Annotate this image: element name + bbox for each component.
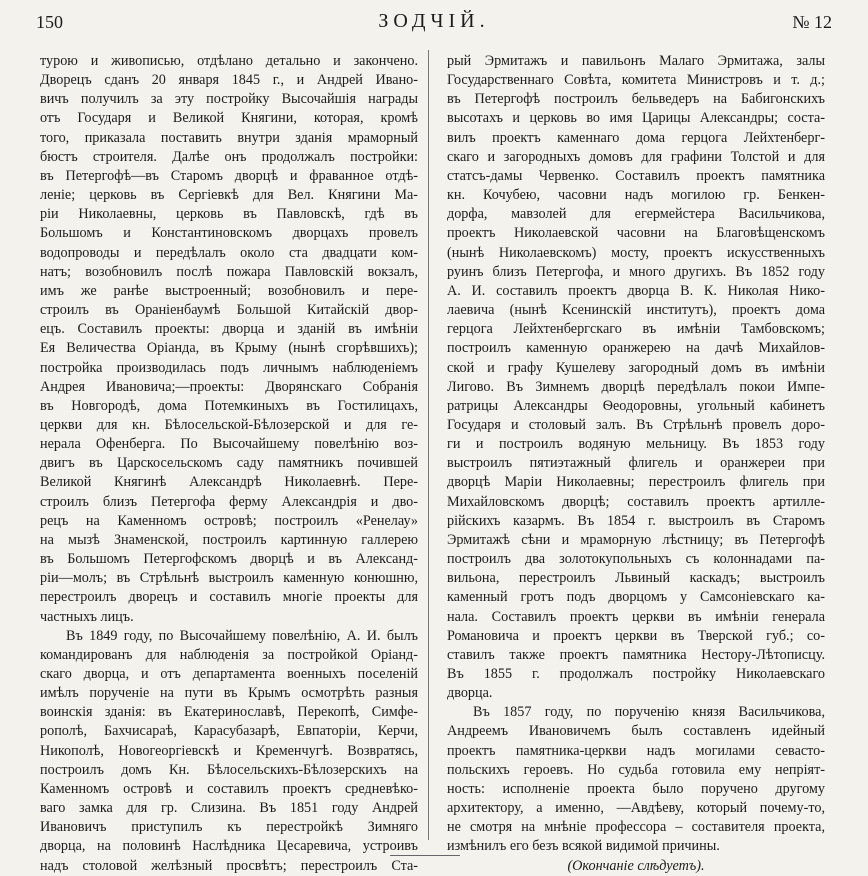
text-line: дворца. (447, 685, 493, 702)
text-line: ской и графу Кушелеву загородный домъ въ имѣніи (447, 359, 825, 376)
page-number: 150 (36, 12, 63, 32)
text-line: дорфа, мавзолей для егермейстера Васильчикова, (447, 206, 825, 223)
text-line: вильона, перестроилъ Львиный каскадъ; выстроилъ (447, 570, 825, 587)
text-line: Андреемъ Ивановичемъ былъ составленъ идейный (447, 723, 825, 740)
text-line: Государя и столовый залъ. Въ Стрѣльнѣ провелъ доро- (447, 416, 825, 433)
text-line: кн. Кочубею, часовни надъ могилою гр. Бенкен- (447, 187, 825, 204)
text-line: дворца, на половинѣ Наслѣдника Цесаревича, устроивъ (40, 838, 418, 855)
text-line: не смотря на мнѣніе профессора – составителя проекта, (447, 819, 825, 836)
text-line: командированъ для наблюденія за постройкой Оріанд- (40, 646, 418, 663)
text-line: ецъ. Составилъ проекты: дворца и зданій въ имѣніи (40, 321, 418, 338)
text-line: бюстъ строителя. Далѣе онъ продолжалъ постройки: (40, 148, 418, 165)
text-line: (Окончаніе слѣдуетъ). (567, 857, 705, 874)
text-line: скаго дворца, и отъ департамента военныхъ поселеній (40, 666, 418, 682)
text-line: каменный гротъ подъ дворцомъ у Самсоніевскаго ка- (447, 589, 825, 606)
text-line: Въ 1849 году, по Высочайшему повелѣнію, А. И. былъ (66, 627, 418, 644)
text-line: герцога Лейхтенбергскаго въ имѣніи Тамбовскомъ; (447, 321, 825, 338)
text-line: въ Большомъ Петергофскомъ дворцѣ и въ Александ- (40, 551, 418, 568)
text-line: Эрмитажѣ сѣни и мраморную лѣстницу; въ Петергофѣ (447, 531, 825, 548)
text-line: рополѣ, Бахчисараѣ, Карасубазарѣ, Евпаторіи, Керчи, (40, 723, 418, 740)
text-line: Никополѣ, Новогеоргіевскѣ и Кременчугѣ. Возвратясь, (40, 742, 418, 759)
text-line: имѣлъ порученіе на пути въ Крымъ осмотрѣть разныя (40, 685, 418, 702)
text-line: Въ 1855 г. продолжалъ постройку Николаевскаго (447, 666, 825, 682)
text-line: натъ; возобновилъ послѣ пожара Павловскій вокзалъ, (40, 263, 418, 280)
text-line: ріи Николаевны, церковь въ Павловскѣ, гдѣ въ (40, 206, 418, 223)
text-line: двигъ въ Царскосельскомъ саду памятникъ почившей (40, 455, 418, 472)
text-line: Андрея Ивановича;—проекты: Дворянскаго Собранія (40, 378, 418, 395)
text-line: Каменномъ островѣ и составилъ проектъ средневѣко- (40, 780, 418, 797)
text-line: дворцѣ Маріи Николаевны; перестроилъ флигель при (447, 474, 825, 491)
text-line: постройка производилась подъ личнымъ наблюденіемъ (40, 359, 418, 376)
text-line: построилъ домъ Кн. Бѣлосельскихъ-Бѣлозерскихъ на (40, 761, 418, 778)
text-line: отъ Государя и Великой Княгини, которая, кромѣ (40, 110, 418, 127)
text-line: рый Эрмитажъ и павильонъ Малаго Эрмитажа, залы (447, 53, 825, 69)
text-line: ги и построилъ водяную мельницу. Въ 1853 году (447, 436, 825, 453)
text-line: Большомъ и Константиновскомъ дворцахъ провелъ (40, 225, 418, 242)
text-line: архитектору, а именно, —Авдѣеву, который почему-то, (447, 800, 825, 817)
text-line: ваго замка для гр. Слизина. Въ 1851 году Андрей (40, 800, 418, 817)
text-line: проектъ памятника-церкви надъ могилами севасто- (447, 742, 825, 759)
text-line: Государственнаго Совѣта, комитета Министровъ и т. д.; (447, 72, 825, 89)
text-line: рецъ на Каменномъ островѣ; построилъ «Ренелау» (40, 512, 418, 529)
text-line: церкви для кн. Бѣлосельской-Бѣлозерской и для ге- (40, 416, 418, 433)
text-line: Дворецъ сданъ 20 января 1845 г., и Андрей Ивано- (40, 72, 418, 89)
text-line: построилъ каменную оранжерею на дачѣ Михайлов- (447, 340, 825, 357)
text-line: проектъ Николаевской часовни на Благовѣщенскомъ (447, 225, 825, 242)
column-divider (428, 50, 429, 840)
text-line: Въ 1857 году, по порученію князя Васильчикова, (473, 704, 825, 721)
text-line: Ивановичъ приступилъ къ перестройкѣ Зимняго (40, 819, 418, 836)
text-line: выстроилъ пятиэтажный флигель и оранжереи при (447, 455, 825, 472)
text-line: нерала Офенберга. По Высочайшему повелѣнію воз- (40, 436, 418, 453)
text-line: нала. Составилъ проектъ церкви въ имѣніи генерала (447, 608, 825, 625)
text-line: въ Петергофѣ—въ Старомъ дворцѣ и фрaвaнное отдѣ- (40, 167, 418, 184)
issue-number: № 12 (792, 12, 832, 32)
text-line: турою и живописью, отдѣлано детально и закончено. (40, 53, 418, 69)
text-line: перестроилъ дворецъ и составилъ многіе проекты для (40, 589, 418, 606)
text-line: скаго и загородныхъ домовъ для графини Толстой и для (447, 148, 825, 165)
text-line: водопроводы и передѣлалъ около ста двадцати ком- (40, 244, 418, 261)
text-line: ность: исполненіе проекта было поручено другому (447, 780, 825, 797)
text-line: въ Новгородѣ, дома Потемкиныхъ въ Гостилицахъ, (40, 397, 418, 414)
text-line: на мызѣ Знаменской, построилъ картинную галлерею (40, 531, 418, 548)
journal-title: ЗОДЧІЙ. (378, 10, 490, 32)
text-line: вичъ получилъ за эту постройку Высочайшія награды (40, 91, 418, 108)
text-line: А. И. составилъ проектъ дворца В. К. Николая Нико- (447, 282, 825, 299)
text-line: (нынѣ Николаевскомъ) мосту, проектъ искусственныхъ (447, 244, 825, 261)
text-line: Великой Княгинѣ Александрѣ Николаевнѣ. Пере- (40, 474, 418, 491)
text-line: Ея Величества Оріанда, въ Крыму (нынѣ сгорѣвшихъ); (40, 340, 418, 357)
text-line: Михайловскомъ дворцѣ; составилъ проектъ артилле- (447, 493, 825, 510)
text-line: въ Петергофѣ построилъ бельведеръ на Бабигонскихъ (447, 91, 825, 108)
text-line: рійскихъ казармъ. Въ 1854 г. выстроилъ въ Старомъ (447, 512, 825, 529)
text-line: руинъ близъ Петергофа, и много другихъ. Въ 1852 году (447, 263, 825, 280)
text-line: Лигово. Въ Зимнемъ дворцѣ передѣлалъ покои Импе- (447, 378, 825, 395)
text-line: польскихъ героевъ. Но судьба готовила ему непріят- (447, 761, 825, 778)
text-line: высотахъ и церковь во имя Царицы Александры; соста- (447, 110, 825, 127)
text-line: измѣнилъ его безъ всякой видимой причины. (447, 838, 720, 855)
text-line: строилъ въ Ораніенбаумѣ Большой Китайскій двор- (40, 302, 418, 319)
text-line: строилъ близъ Петергофа ферму Александрія и дво- (40, 493, 418, 510)
text-line: ставилъ также проектъ памятника Нестору-Лѣтописцу. (447, 646, 825, 663)
text-line: леніе; церковь въ Сергіевкѣ для Вел. Княгини Ма- (40, 187, 418, 204)
right-text-column (447, 52, 825, 876)
text-line: статсъ-дамы Червенко. Составилъ проектъ памятника (447, 167, 825, 184)
text-line: надъ столовой желѣзный просвѣтъ; перестроилъ Ста- (40, 857, 418, 874)
bottom-rule (390, 855, 460, 856)
left-text-column (40, 52, 418, 876)
text-line: лаевича (нынѣ Ксенинскій институтъ), проектъ дома (447, 302, 825, 319)
text-line: частныхъ лицъ. (40, 608, 134, 625)
text-line: Романовича и проектъ церкви въ Тверской губ.; со- (447, 627, 825, 644)
text-line: ріи—молъ; въ Стрѣльнѣ выстроилъ каменную конюшню, (40, 570, 418, 587)
page-header (30, 8, 838, 34)
text-line: воинскія зданія: въ Екатеринославѣ, Перекопѣ, Симфе- (40, 704, 418, 721)
text-line: вилъ проектъ каменнаго дома герцога Лейхтенберг- (447, 129, 825, 146)
text-line: того, приказала поставить внутри зданія мраморный (40, 129, 418, 146)
text-line: имъ же ранѣе выстроенный; возобновилъ и пере- (40, 282, 418, 299)
text-line: ратрицы Александры Ѳеодоровны, угольный кабинетъ (447, 397, 825, 414)
text-line: построилъ два золотокупольныхъ съ колоннадами па- (447, 551, 825, 568)
